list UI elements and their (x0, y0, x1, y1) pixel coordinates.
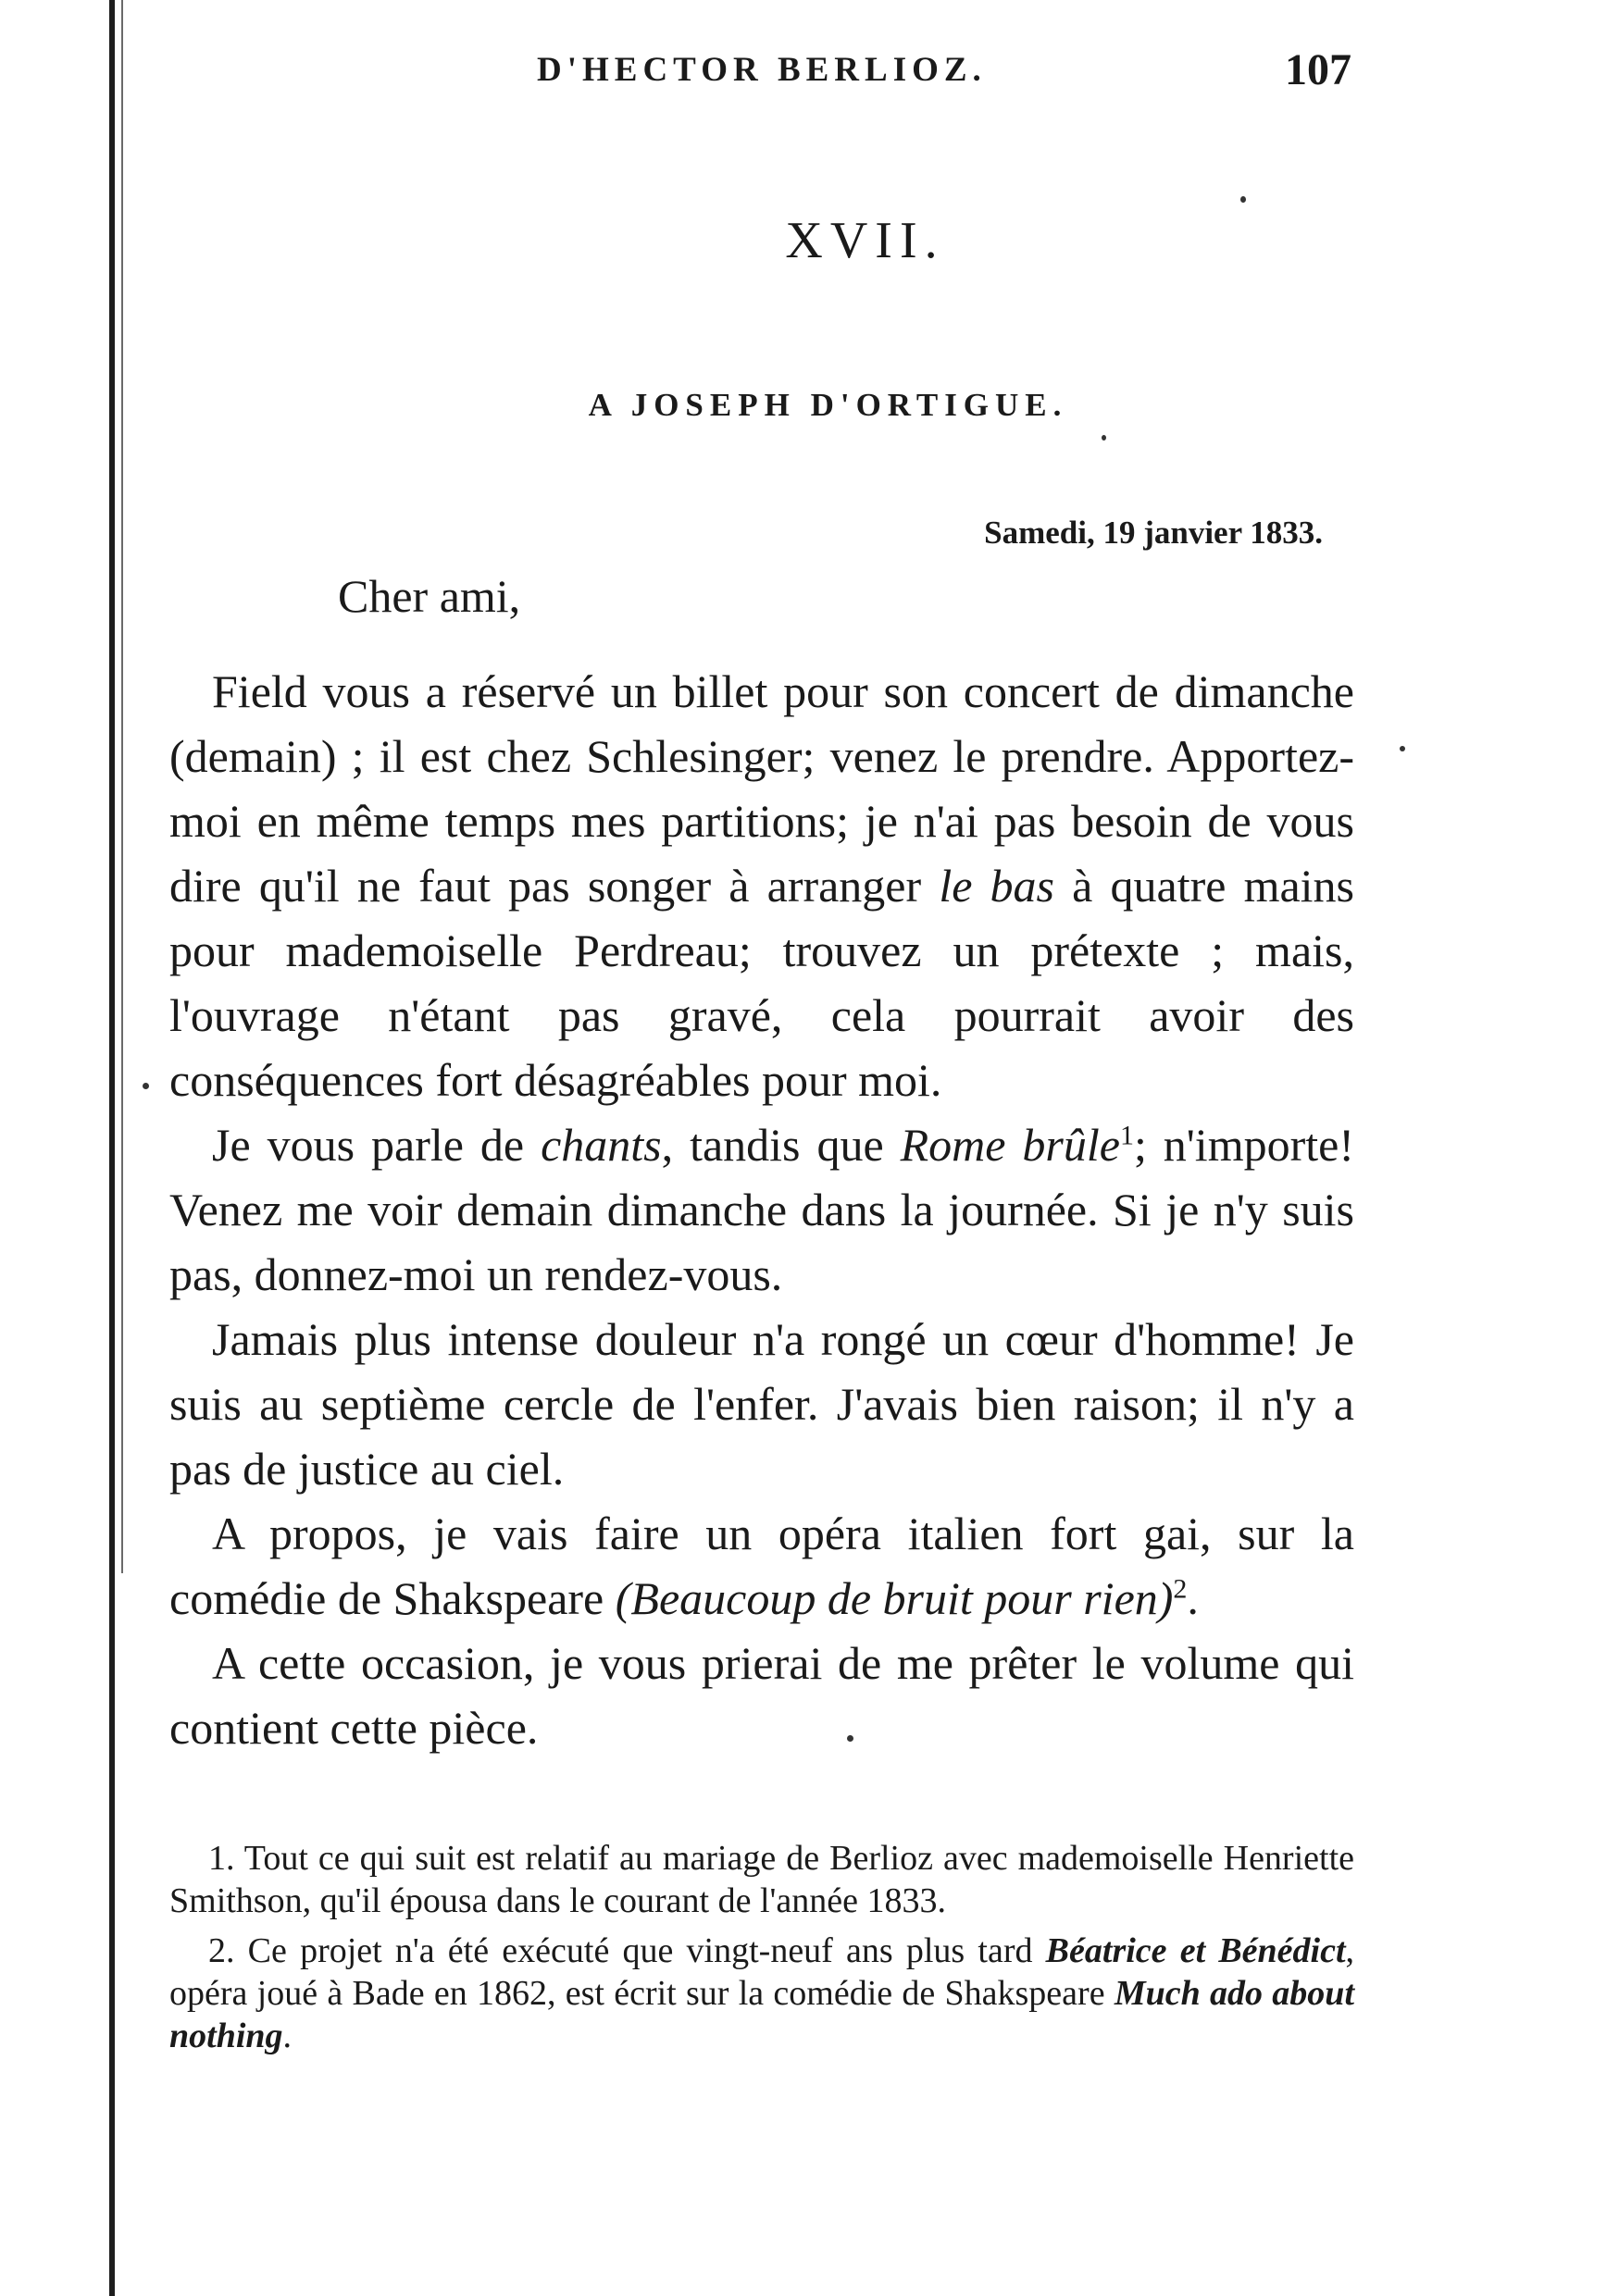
footnote-1: 1. Tout ce qui suit est relatif au mariage de Berlioz avec mademoiselle Henriette Smithson, qu'il épousa dans le courant de l'année 1833. (169, 1839, 1354, 1920)
paragraph-text: Je vous parle de (212, 1119, 542, 1171)
footnote-ref-1[interactable]: 1 (1119, 1120, 1134, 1151)
ink-speck (1240, 196, 1246, 203)
page-header (518, 44, 1351, 109)
ink-speck (1102, 435, 1106, 441)
italic-phrase: Béatrice et Bénédict (1045, 1931, 1346, 1970)
ink-speck (143, 1083, 149, 1089)
paragraph-text: Field vous a réservé un billet pour son concert de dimanche (demain) ; il est chez Schlesinger; venez le prendre. Apportez-moi en même temps mes partitions; je n'ai pas besoin de vous dire qu'il ne faut pas songer à arranger (169, 665, 1354, 912)
footnote-text: . (282, 2017, 293, 2055)
paragraph-2 (169, 1112, 1354, 1307)
italic-phrase: (Beaucoup de bruit pour rien) (615, 1572, 1174, 1624)
paragraph-text: à quatre mains pour mademoiselle Perdreau; trouvez un prétexte ; mais, l'ouvrage n'étant pas gravé, cela pourrait avoir des conséquences fort désagréables pour moi. (169, 860, 1355, 1106)
chapter-number: XVII. (785, 212, 945, 269)
letter-body (169, 659, 1354, 1760)
page-number: 107 (1285, 45, 1351, 94)
paragraph-3: Jamais plus intense douleur n'a rongé un cœur d'homme! Je suis au septième cercle de l'enfer. J'avais bien raison; il n'y a pas de justice au ciel. (169, 1313, 1354, 1495)
paragraph-4 (169, 1501, 1354, 1631)
italic-phrase: Rome brûle (900, 1119, 1120, 1171)
letter-salutation: Cher ami, (338, 570, 521, 622)
book-spine-edge (109, 0, 115, 2296)
footnote-2 (169, 1930, 1354, 2057)
letter-dateline: Samedi, 19 janvier 1833. (984, 515, 1323, 551)
ink-speck (847, 1735, 853, 1742)
paragraph-text: A propos, je vais faire un opéra italien fort gai, sur la comédie de Shakspeare (169, 1508, 1354, 1624)
footnote-ref-2[interactable]: 2 (1173, 1573, 1188, 1605)
footnote-text: , opéra joué à Bade en 1862, est écrit sur la comédie de Shakspeare (169, 1931, 1355, 2013)
paragraph-text: , tandis que (661, 1119, 901, 1171)
paragraph-5: A cette occasion, je vous prierai de me prêter le volume qui contient cette pièce. (169, 1637, 1354, 1754)
italic-phrase: Much ado about nothing (169, 1974, 1354, 2055)
running-title: D'HECTOR BERLIOZ. (537, 51, 987, 89)
footnotes (169, 1837, 1354, 2057)
letter-addressee: A JOSEPH D'ORTIGUE. (588, 387, 1068, 423)
paragraph-1 (169, 659, 1354, 1112)
paragraph-text: . (1187, 1572, 1199, 1624)
italic-phrase: chants (541, 1119, 662, 1171)
ink-speck (1400, 746, 1405, 751)
footnote-text: 2. Ce projet n'a été exécuté que vingt-neuf ans plus tard (208, 1931, 1046, 1970)
paragraph-text: ; n'importe! Venez me voir demain dimanche dans la journée. Si je n'y suis pas, donnez-moi un rendez-vous. (169, 1119, 1354, 1300)
italic-phrase: le bas (939, 860, 1055, 912)
